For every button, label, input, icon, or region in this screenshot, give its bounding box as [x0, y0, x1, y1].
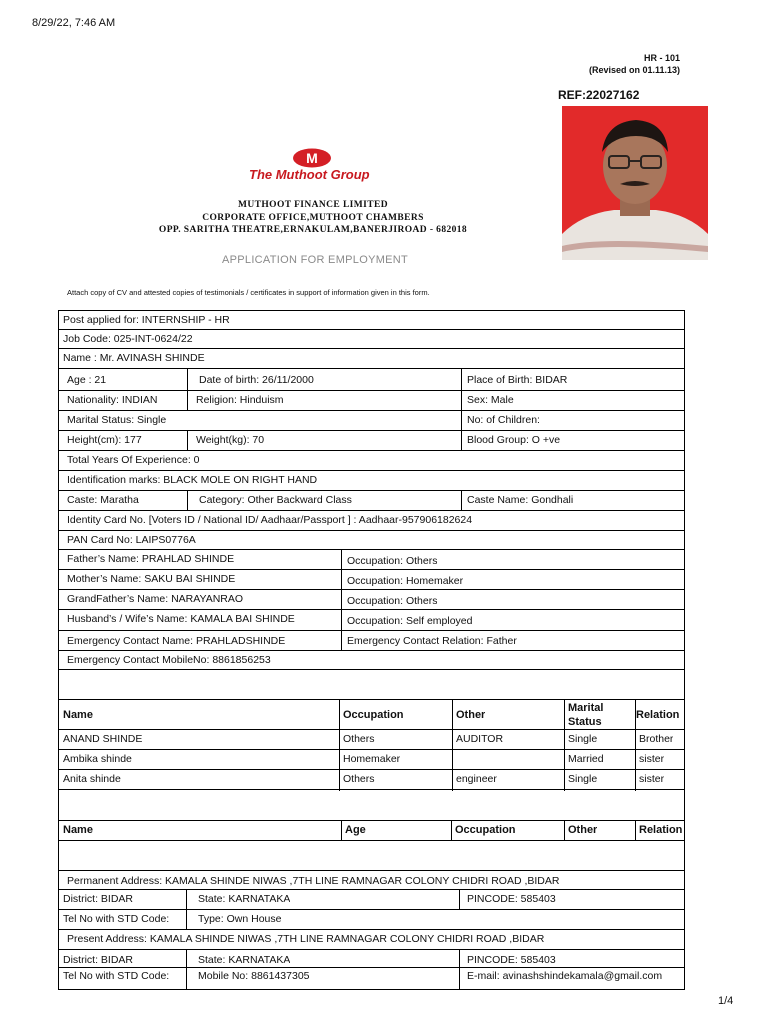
sibling-other: AUDITOR	[456, 733, 504, 745]
table-row	[59, 730, 684, 750]
col-relation: Relation	[636, 709, 680, 721]
col-child-other: Other	[568, 824, 598, 836]
children-table	[58, 820, 685, 841]
col-child-age: Age	[345, 824, 366, 836]
spouse-name: Husband’s / Wife’s Name: KAMALA BAI SHINDE	[67, 613, 295, 625]
table-row	[59, 750, 684, 770]
row-spouse	[59, 610, 684, 631]
job-code: Job Code: 025-INT-0624/22	[63, 333, 193, 345]
row-age	[59, 369, 684, 391]
sibling-name: Anita shinde	[63, 773, 121, 785]
row-present-tel	[59, 968, 684, 990]
sibling-occupation: Others	[343, 733, 375, 745]
height: Height(cm): 177	[67, 434, 142, 446]
row-emergency-mobile	[59, 651, 684, 671]
permanent-district: District: BIDAR	[63, 893, 134, 905]
present-pincode: PINCODE: 585403	[467, 954, 556, 966]
company-address: OPP. SARITHA THEATRE,ERNAKULAM,BANERJIROAD - 682018	[158, 225, 468, 235]
identification-marks: Identification marks: BLACK MOLE ON RIGHT HAND	[67, 474, 318, 486]
sibling-marital: Married	[568, 753, 604, 765]
spacer-row	[58, 840, 685, 871]
mother-name: Mother’s Name: SAKU BAI SHINDE	[67, 573, 236, 585]
sex: Sex: Male	[467, 394, 514, 406]
religion: Religion: Hinduism	[196, 394, 284, 406]
row-name	[59, 349, 684, 369]
row-permanent-tel	[59, 910, 684, 930]
pan-card: PAN Card No: LAIPS0776A	[67, 534, 196, 546]
place-of-birth: Place of Birth: BIDAR	[467, 374, 568, 386]
total-experience: Total Years Of Experience: 0	[67, 454, 200, 466]
sibling-name: ANAND SHINDE	[63, 733, 143, 745]
page-title: APPLICATION FOR EMPLOYMENT	[222, 254, 409, 266]
row-father	[59, 550, 684, 570]
row-id-card	[59, 511, 684, 531]
spouse-occupation: Occupation: Self employed	[347, 615, 473, 627]
spacer-row	[58, 789, 685, 821]
present-mobile: Mobile No: 8861437305	[198, 970, 310, 982]
sibling-name: Ambika shinde	[63, 753, 132, 765]
col-child-relation: Relation	[639, 824, 683, 836]
sibling-relation: sister	[639, 753, 665, 765]
reference-number: REF:22027162	[558, 88, 640, 102]
col-name: Name	[63, 709, 93, 721]
col-marital-line2: Status	[568, 716, 602, 728]
emergency-contact-relation: Emergency Contact Relation: Father	[347, 635, 517, 647]
col-occupation: Occupation	[343, 709, 404, 721]
sibling-relation: Brother	[639, 733, 674, 745]
marital-status: Marital Status: Single	[67, 414, 167, 426]
row-emergency	[59, 631, 684, 651]
logo-text: The Muthoot Group	[249, 167, 370, 182]
company-name: MUTHOOT FINANCE LIMITED	[238, 200, 388, 210]
row-height	[59, 431, 684, 451]
table-row	[59, 770, 684, 791]
sibling-marital: Single	[568, 733, 598, 745]
print-datetime: 8/29/22, 7:46 AM	[32, 17, 116, 29]
row-job-code	[59, 330, 684, 349]
emergency-contact-name: Emergency Contact Name: PRAHLADSHINDE	[67, 635, 286, 647]
number-of-children: No: of Children:	[467, 414, 540, 426]
row-experience	[59, 451, 684, 471]
row-caste	[59, 491, 684, 511]
permanent-state: State: KARNATAKA	[198, 893, 291, 905]
permanent-tel: Tel No with STD Code:	[63, 913, 170, 925]
form-revision: (Revised on 01.11.13)	[588, 65, 680, 75]
sibling-marital: Single	[568, 773, 598, 785]
grandfather-name: GrandFather’s Name: NARAYANRAO	[67, 593, 244, 605]
row-identification	[59, 471, 684, 491]
residence-type: Type: Own House	[198, 913, 282, 925]
father-occupation: Occupation: Others	[347, 555, 438, 567]
row-marital	[59, 411, 684, 431]
post-applied: Post applied for: INTERNSHIP - HR	[63, 314, 230, 326]
sibling-other: engineer	[456, 773, 497, 785]
sibling-other	[452, 750, 456, 769]
mother-occupation: Occupation: Homemaker	[347, 575, 464, 587]
spacer-row	[58, 669, 685, 700]
category: Category: Other Backward Class	[199, 494, 352, 506]
address-table	[58, 870, 685, 990]
sibling-relation: sister	[639, 773, 665, 785]
row-pan	[59, 531, 684, 550]
row-present-address	[59, 930, 684, 950]
col-marital-line1: Marital	[568, 702, 604, 714]
company-office: CORPORATE OFFICE,MUTHOOT CHAMBERS	[202, 213, 424, 223]
row-grandfather	[59, 590, 684, 610]
siblings-header-row	[59, 700, 684, 730]
sibling-occupation: Homemaker	[343, 753, 401, 765]
row-post	[59, 311, 684, 330]
applicant-name: Name : Mr. AVINASH SHINDE	[63, 352, 205, 364]
row-present-district	[59, 950, 684, 968]
page-number: 1/4	[718, 995, 734, 1007]
permanent-address: Permanent Address: KAMALA SHINDE NIWAS ,7TH LINE RAMNAGAR COLONY CHIDRI ROAD ,BIDAR	[67, 875, 560, 887]
emergency-contact-mobile: Emergency Contact MobileNo: 8861856253	[67, 654, 271, 666]
nationality: Nationality: INDIAN	[67, 394, 158, 406]
siblings-table	[58, 699, 685, 790]
age: Age : 21	[67, 374, 107, 386]
logo-mark: M	[306, 150, 318, 166]
form-code: HR - 101	[643, 53, 680, 63]
present-district: District: BIDAR	[63, 954, 134, 966]
present-address: Present Address: KAMALA SHINDE NIWAS ,7TH LINE RAMNAGAR COLONY CHIDRI ROAD ,BIDAR	[67, 933, 545, 945]
present-tel: Tel No with STD Code:	[63, 970, 170, 982]
caste: Caste: Maratha	[67, 494, 139, 506]
col-child-occupation: Occupation	[455, 824, 516, 836]
father-name: Father’s Name: PRAHLAD SHINDE	[67, 553, 235, 565]
date-of-birth: Date of birth: 26/11/2000	[199, 374, 314, 386]
weight: Weight(kg): 70	[196, 434, 265, 446]
grandfather-occupation: Occupation: Others	[347, 595, 438, 607]
attachment-note: Attach copy of CV and attested copies of testimonials / certificates in support of information given in this form.	[67, 288, 430, 297]
col-child-name: Name	[63, 824, 93, 836]
col-other: Other	[456, 709, 486, 721]
permanent-pincode: PINCODE: 585403	[467, 893, 556, 905]
personal-details-table	[58, 310, 685, 670]
row-permanent-address	[59, 870, 684, 890]
present-state: State: KARNATAKA	[198, 954, 291, 966]
blood-group: Blood Group: O +ve	[467, 434, 561, 446]
sibling-occupation: Others	[343, 773, 375, 785]
row-permanent-district	[59, 890, 684, 910]
identity-card: Identity Card No. [Voters ID / National ID/ Aadhaar/Passport ] : Aadhaar-957906182624	[67, 514, 473, 526]
row-mother	[59, 570, 684, 590]
col-marital-status	[564, 700, 603, 729]
caste-name: Caste Name: Gondhali	[467, 494, 574, 506]
present-email: E-mail: avinashshindekamala@gmail.com	[467, 970, 663, 982]
applicant-photo	[562, 106, 708, 260]
row-nationality	[59, 391, 684, 411]
